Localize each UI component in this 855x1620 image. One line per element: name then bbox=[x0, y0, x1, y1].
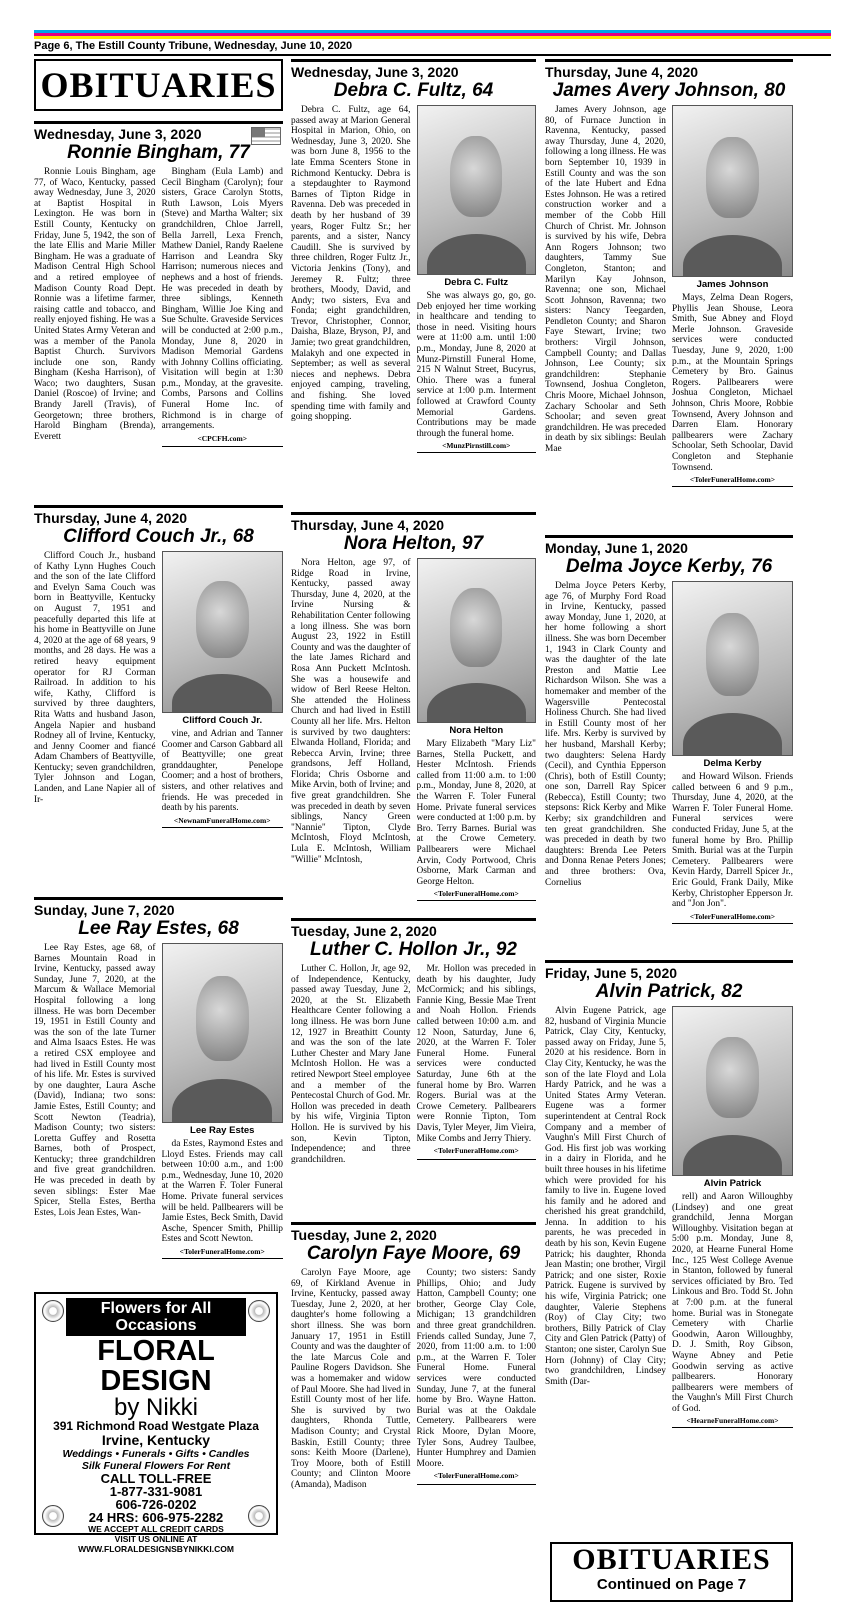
ad-credit-cards: WE ACCEPT ALL CREDIT CARDS bbox=[88, 1524, 224, 1534]
obituary-moore bbox=[291, 1222, 536, 1602]
portrait-photo bbox=[672, 105, 793, 277]
obituary-text-col2: rell) and Aaron Willoughby (Lindsey) and one great grandchild, Jenna Morgan Willoughby. Visitation began at 5:00 p.m. Monday, June 8, 2020, at Hearne Funeral Home Inc., 125 West College Avenue in Stanton, followed by funeral services officiated by Bro. Ted Linkous and Bro. Todd St. John at 7:00 p.m. at the funeral home. Burial was in Stonegate Cemetery with Charlie Goodwin, Aaron Willoughby, D. J. Smith, Roy Gibson, Wayne Abney and Petie Goodwin serving as active pallbearers. Honorary pallbearers were members of the Vaughn's Mill First Church of God. bbox=[672, 1192, 793, 1414]
photo-caption: Lee Ray Estes bbox=[190, 1125, 255, 1136]
obituary-couch bbox=[34, 505, 283, 895]
obituary-text-col1: Clifford Couch Jr., husband of Kathy Lynn Hughes Couch and the son of the late Clifford and Evelyn Sama Couch was born in Beattyville, Kentucky on August 7, 1951 and peacefully departed this life at his home in Beattyville on June 4, 2020 at the age of 68 years, 9 months, and 28 days. He was a retired heavy equipment operator for RJ Corman Railroad. In addition to his wife, Kathy, Clifford is survived by three daughters, Rita Watts and husband Jason, Angela Napier and husband Rodney all of Irvine, Kentucky, and Jenny Coomer and fiancé Adam Chambers of Beattyville, Kentucky; seven grandchildren, Tyler Johnson and Logan, Landen, and Lane Napier all of Ir- bbox=[34, 551, 156, 805]
rose-icon bbox=[248, 1505, 270, 1527]
obituary-patrick bbox=[545, 960, 793, 1535]
american-flag-icon bbox=[251, 127, 281, 145]
photo-caption: Nora Helton bbox=[449, 725, 504, 736]
obituary-bingham bbox=[34, 121, 283, 501]
obituary-name: Luther C. Hollon Jr., 92 bbox=[310, 939, 517, 960]
obituary-date: Thursday, June 4, 2020 bbox=[291, 512, 536, 533]
ad-tollfree-phone: 1-877-331-9081 bbox=[109, 1484, 203, 1499]
obituary-text-col1: Ronnie Louis Bingham, age 77, of Waco, Kentucky, passed away Wednesday, June 3, 2020 at Baptist Hospital in Lexington. He was born in Estill County, Kentucky on Friday, June 5, 1942, the son of the late Ellis and Marie Miller Bingham. He was a graduate of Madison Central High School and a retired employee of Madison County Road Dept. Ronnie was a lifetime farmer, raising cattle and tobacco, and really enjoyed fishing. He was a United States Army Veteran and was a member of the Panola Baptist Church. Survivors include one son, Randy Bingham (Kesha Harrison), of Waco; two daughters, Susan Daniel (Roscoe) of Irvine; and Brandy Jarell (Travis), of Georgetown; three brothers, Harold Bingham (Brenda), Everett bbox=[34, 167, 156, 442]
continued-box bbox=[550, 1542, 793, 1602]
photo-caption: Alvin Patrick bbox=[703, 1178, 762, 1189]
obituary-date: Wednesday, June 3, 2020 bbox=[291, 59, 536, 80]
obituary-name: Carolyn Faye Moore, 69 bbox=[306, 1243, 521, 1264]
obituary-date: Monday, June 1, 2020 bbox=[545, 535, 793, 556]
obituary-hollon bbox=[291, 918, 536, 1216]
obituary-name: James Avery Johnson, 80 bbox=[552, 80, 786, 101]
portrait-photo bbox=[162, 551, 284, 713]
ad-banner: Flowers for All Occasions bbox=[66, 1298, 246, 1336]
obituary-text-col2: Mary Elizabeth "Mary Liz" Barnes, Stella Puckett, and Hester McIntosh. Friends called from 11:00 a.m. to 1:00 p.m., Monday, June 8, 2020, at the Warren F. Toler Funeral Home. Private funeral services were conducted at 1:00 p.m. by Bro. Terry Barnes. Burial was at the Crowe Cemetery. Pallbearers were Michael Arvin, Cody Portwood, Chris Osborne, Mark Carman and George Helton. bbox=[416, 739, 536, 887]
obituary-text-col2: Mr. Hollon was preceded in death by his daughter, Judy McCormick; and his siblings, Fannie King, Bessie Mae Trent and Noah Hollon. Friends called between 10:00 a.m. and 12 Noon, Saturday, June 6, 2020, at the Warren F. Toler Funeral Home. Funeral services were conducted Saturday, June 6th at the funeral home by Bro. Warren Rogers. Burial was at the Crowe Cemetery. Pallbearers were Ronnie Tipton, Tom Davis, Tyler Meyer, Jim Vieira, Mike Combs and Jerry Thiery. <TolerFuneralHome.com> bbox=[417, 964, 537, 1165]
section-masthead: OBITUARIES bbox=[34, 59, 283, 111]
portrait-photo bbox=[672, 581, 793, 756]
obituary-date: Tuesday, June 2, 2020 bbox=[291, 918, 536, 939]
obituary-text-col1: Alvin Eugene Patrick, age 82, husband of Virginia Muncie Patrick, Clay City, Kentucky, passed away on Friday, June 5, 2020 at his residence. Born in Clay City, Kentucky, he was the son of the late Floyd and Lola Hardy Patrick, and he was a United States Army Veteran. Eugene was a former superintendent at Central Rock Company and a member of Vaughn's Mill First Church of God. His first job was working in a dairy in Florida, and he built three houses in his lifetime which were provided for his family to live in. Eugene loved his family and he adored and cherished his great grandchild, Jenna. In addition to his parents, he was preceded in death by his son, Kevin Eugene Patrick; his daughter, Rhonda Jean Mastin; one brother, Virgil Patrick; and one sister, Roxie Patrick. Eugene is survived by his wife, Virginia Patrick; one daughter, Valerie Stephens (Roy) of Clay City; two brothers, Billy Patrick of Clay City and Glen Patrick (Patty) of Stanton; one sister, Carolyn Sue Horn (Johnny) of Clay City; two grandchildren, Lindsey Smith (Dar- bbox=[545, 1006, 666, 1387]
funeral-home-credit: <TolerFuneralHome.com> bbox=[672, 475, 793, 487]
obituary-text-col2: and Howard Wilson. Friends called between 6 and 9 p.m., Thursday, June 4, 2020, at the Warren F. Toler Funeral Home. Funeral services were conducted Friday, June 5, at the funeral home by Bro. Phillip Smith. Burial was at the Turpin Cemetery. Pallbearers were Kevin Hardy, Darrell Spicer Jr., Eric Gould, Frank Daily, Mike Kerby, Christopher Epperson Jr. and "Jon Jon". bbox=[672, 772, 793, 910]
photo-caption: James Johnson bbox=[696, 279, 769, 290]
obituary-text-col2: She was always go, go, go. Deb enjoyed her time working in healthcare and tending to those in need. Visiting hours were at 11:00 a.m. until 1:00 p.m., Monday, June 8, 2020 at Munz-Pirnstill Funeral Home, 215 N Walnut Street, Bucyrus, Ohio. There was a funeral service at 1:00 p.m. Interment followed at Crawford County Memorial Gardens. Contributions may be made through the funeral home. bbox=[416, 291, 536, 439]
obituary-estes bbox=[34, 897, 283, 1287]
funeral-home-credit: <CPCFH.com> bbox=[162, 434, 284, 448]
obituary-name: Nora Helton, 97 bbox=[343, 533, 484, 554]
photo-caption: Delma Kerby bbox=[703, 758, 762, 769]
photo-caption: Clifford Couch Jr. bbox=[182, 715, 263, 726]
obituary-name: Lee Ray Estes, 68 bbox=[78, 918, 239, 939]
ad-services: Weddings • Funerals • Gifts • Candles bbox=[62, 1448, 250, 1460]
registration-bar-yellow bbox=[34, 36, 831, 39]
obituary-date: Sunday, June 7, 2020 bbox=[34, 897, 283, 918]
obituary-text-col2: County; two sisters: Sandy Phillips, Ohio; and Judy Hatton, Campbell County; one brother, George Clay Cole, Michigan; 13 grandchildren and three great grandchildren. Friends called Sunday, June 7, 2020, from 11:00 a.m. to 1:00 p.m., at the Warren F. Toler Funeral Home. Funeral services were conducted Sunday, June 7, at the funeral home by Bro. Wayne Hatton. Burial was at the Oakdale Cemetery. Pallbearers were Rick Moore, Dylan Moore, Tyler Sons, Audrey Taulbee, Hunter Humphrey and Damien Moore. <TolerFuneralHome.com> bbox=[417, 1268, 537, 1490]
continued-note: Continued on Page 7 bbox=[596, 1576, 747, 1593]
ad-rental: Silk Funeral Flowers For Rent bbox=[81, 1460, 231, 1472]
obituary-date: Thursday, June 4, 2020 bbox=[545, 59, 793, 80]
obituary-kerby bbox=[545, 535, 793, 953]
funeral-home-credit: <TolerFuneralHome.com> bbox=[417, 1146, 537, 1160]
funeral-home-credit: <TolerFuneralHome.com> bbox=[162, 1247, 284, 1259]
obituary-text-col2: Mays, Zelma Dean Rogers, Phyllis Jean Shouse, Leora Smith, Sue Abney and Floyd Merle Johnson. Graveside services were conducted Tuesday, June 9, 2020, 1:00 p.m., at the Mountain Springs Cemetery by Bro. Gainus Rogers. Pallbearers were Joshua Congleton, Michael Johnson, Chris Moore, Robbie Townsend, Avery Johnson and Darren Elam. Honorary pallbearers were Zachary Schoolar, Seth Schoolar, David Congleton and Stephanie Townsend. bbox=[672, 293, 793, 473]
obituary-name: Alvin Patrick, 82 bbox=[595, 981, 743, 1002]
continued-title: OBITUARIES bbox=[572, 1543, 771, 1576]
funeral-home-credit: <HearneFuneralHome.com> bbox=[672, 1416, 793, 1428]
funeral-home-credit: <TolerFuneralHome.com> bbox=[672, 912, 793, 924]
obituary-text-col1: James Avery Johnson, age 80, of Furnace Junction in Ravenna, Kentucky, passed away Thursday, June 4, 2020, following a long illness. He was born September 10, 1939 in Estill County and was the son of the late Hubert and Edna Estes Johnson. He was a retired construction worker and a member of the Cobb Hill Church of Christ. Mr. Johnson is survived by his wife, Debra Ann Rogers Johnson; two daughters, Tammy Sue Congleton, Stanton; and Marilyn Kay Johnson, Ravenna; one son, Michael Scott Johnson, Ravenna; two sisters: Nancy Teegarden, Pendleton County; and Sharon Faye Stewart, Irvine; two brothers: Virgil Johnson, Campbell County; and Dallas Johnson, Lee County; six grandchildren: Stephanie Townsend, Joshua Congleton, Chris Moore, Michael Johnson, Zachary Schoolar and Seth Schoolar; and seven great grandchildren. He was preceded in death by six siblings: Beulah Mae bbox=[545, 105, 666, 454]
obituary-fultz bbox=[291, 59, 536, 505]
obituary-johnson bbox=[545, 59, 793, 529]
funeral-home-credit: <NewnamFuneralHome.com> bbox=[162, 816, 284, 828]
obituary-name: Debra C. Fultz, 64 bbox=[333, 80, 494, 101]
ad-business-byline: by Nikki bbox=[113, 1394, 198, 1421]
portrait-photo bbox=[672, 1006, 793, 1176]
ad-website: WWW.FLORALDESIGNSBYNIKKI.COM bbox=[78, 1544, 234, 1554]
funeral-home-credit: <MunzPirnstill.com> bbox=[417, 441, 537, 453]
obituary-text-col1: Carolyn Faye Moore, age 69, of Kirkland Avenue in Irvine, Kentucky, passed away Tuesday, June 2, 2020, at her daughter's home following a short illness. She was born January 17, 1951 in Estill County and was the daughter of the late Marcus Cole and Pauline Rogers Davidson. She was a homemaker and widow of Paul Moore. She had lived in Estill County most of her life. She is survived by two daughters, Rhonda Tuttle, Madison County; and Crystal Baskin, Estill County; three sons: Keith Moore (Darlene), Troy Moore, both of Estill County; and Clinton Moore (Amanda), Madison bbox=[291, 1268, 411, 1490]
obituary-text-col2: Bingham (Eula Lamb) and Cecil Bingham (Carolyn); four sisters, Grace Carolyn Stotts, Ruth Lawson, Lois Myers (Steve) and Martha Walter; six grandchildren, Chloe Jarrell, Bella Jarrell, Lexa French, Mathew Daniel, Randy Raelene Harrison and Leandra Sky Harrison; numerous nieces and nephews and a host of friends. He was preceded in death by three siblings, Kenneth Bingham, Willie Joe King and Sue Schulte. Graveside Services will be conducted at 2:00 p.m., Monday, June 8, 2020 in Madison Memorial Gardens with Johnny Collins officiating. Visitation will begin at 1:30 p.m., Monday, at the gravesite. Combs, Parsons and Collins Funeral Home Inc. of Richmond is in charge of arrangements. <CPCFH.com> bbox=[162, 167, 284, 447]
obituary-date: Tuesday, June 2, 2020 bbox=[291, 1222, 536, 1243]
obituary-date: Friday, June 5, 2020 bbox=[545, 960, 793, 981]
obituary-name: Ronnie Bingham, 77 bbox=[67, 142, 250, 163]
ad-business-name: FLORAL DESIGN bbox=[97, 1335, 215, 1397]
obituary-helton bbox=[291, 512, 536, 912]
ad-24hr-phone: 24 HRS: 606-975-2282 bbox=[88, 1510, 224, 1525]
floral-design-advertisement bbox=[34, 1292, 278, 1554]
obituary-text-col2: da Estes, Raymond Estes and Lloyd Estes. Friends may call between 10:00 a.m., and 1:00 p.m., Wednesday, June 10, 2020 at the Warren F. Toler Funeral Home. Private funeral services will be held. Pallbearers will be Jamie Estes, Beck Smith, David Asche, Spencer Smith, Phillip Estes and Scott Newton. bbox=[161, 1139, 283, 1245]
obituary-date: Wednesday, June 3, 2020 bbox=[34, 121, 283, 142]
ad-city: Irvine, Kentucky bbox=[101, 1432, 211, 1448]
obituary-text-col1: Luther C. Hollon, Jr, age 92, of Independence, Kentucky, passed away Tuesday, June 2, 2020, at the St. Elizabeth Healthcare Center following a long illness. He was born June 12, 1927 in Breathitt County and was the son of the late Luther Chester and Mary Jane McIntosh Hollon. He was a retired Newport Steel employee and a member of the Pentecostal Church of God. Mr. Hollon was preceded in death by his wife, Virginia Tipton Hollon. He is survived by his son, Kevin Tipton, Independence; and three grandchildren. bbox=[291, 964, 411, 1165]
ad-address: 391 Richmond Road Westgate Plaza bbox=[53, 1419, 259, 1433]
obituary-text-col1: Nora Helton, age 97, of Ridge Road in Irvine, Kentucky, passed away Thursday, June 4, 2020, at the Irvine Nursing & Rehabilitation Center following a long illness. She was born August 23, 1922 in Estill County and was the daughter of the late James Richard and Rosa Ann Puckett McIntosh. She was a housewife and widow of Berl Reese Helton. She attended the Holiness Church and had lived in Estill County all her life. Mrs. Helton is survived by two daughters: Elwanda Holland, Florida; and Rebecca Arvin, Irvine; three grandsons, Jeff Holland, Florida; Chris Osborne and Mike Arvin, both of Irvine; and five great grandchildren. She was preceded in death by seven siblings, Nancy Green "Nannie" Tipton, Clyde McIntosh, Floyd McIntosh, Lula E. McIntosh, William "Willie" McIntosh, bbox=[291, 558, 411, 865]
page-folio: Page 6, The Estill County Tribune, Wednesday, June 10, 2020 bbox=[34, 40, 831, 56]
funeral-home-credit: <TolerFuneralHome.com> bbox=[417, 1471, 537, 1485]
obituary-date: Thursday, June 4, 2020 bbox=[34, 505, 283, 526]
obituary-text-col2: vine, and Adrian and Tanner Coomer and Carson Gabbard all of Beattyville; one great granddaughter, Penelope Coomer; and a host of brothers, sisters, and other relatives and friends. He was preceded in death by his parents. bbox=[161, 729, 283, 814]
rose-icon bbox=[42, 1505, 64, 1527]
ad-local-phone: 606-726-0202 bbox=[115, 1497, 197, 1512]
ad-tollfree-label: CALL TOLL-FREE bbox=[100, 1471, 212, 1486]
rose-icon bbox=[248, 1300, 270, 1322]
portrait-photo bbox=[162, 943, 284, 1123]
photo-caption: Debra C. Fultz bbox=[444, 277, 509, 288]
obituary-name: Delma Joyce Kerby, 76 bbox=[565, 556, 773, 577]
obituary-text-col1: Lee Ray Estes, age 68, of Barnes Mountain Road in Irvine, Kentucky, passed away Sunday, June 7, 2020, at the Marcum & Wallace Memorial Hospital following a long illness. He was born December 19, 1951 in Estill County and was the son of the late Turner and Alma Isaacs Estes. He was a retired CSX employee and had lived in Estill County most of his life. Mr. Estes is survived by one daughter, Laura Asche (David), Indiana; two sons: Jamie Estes, Estill County; and Scott Newton (Teadria), Madison County; two sisters: Loretta Guffey and Rosetta Barnes, both of Prospect, Kentucky; three grandchildren and five great grandchildren. He was preceded in death by seven siblings: Ester Mae Spicer, Stella Estes, Bertha Estes, Lois Jean Estes, Wan- bbox=[34, 943, 156, 1218]
portrait-photo bbox=[417, 558, 537, 723]
obituary-text-col1: Debra C. Fultz, age 64, passed away at Marion General Hospital in Marion, Ohio, on Wednesday, June 3, 2020. She was born June 8, 1956 to the late Emma Scenters Stone in Richmond Kentucky. Debra is a stepdaughter to Raymond Barnes of Tipton Ridge in Ravenna. Deb was preceded in death by her husband of 39 years, Roger Fultz Sr.; her parents, and a sister, Nancy Caudill. She is survived by three children, Roger Fultz Jr., Victoria Jenkins (Tony), and Jeremey R. Fultz; three brothers, Moody, David, and Andy; two sisters, Eva and Fonda; eight grandchildren, Trevor, Christopher, Connor, Daisha, Blaze, Bryson, PJ, and Jamie; two great grandchildren, Malakyh and one expected in September; as well as several nieces and nephews. Debra enjoyed camping, traveling, and fishing. She loved spending time with family and going shopping. bbox=[291, 105, 411, 423]
portrait-photo bbox=[417, 105, 537, 275]
ad-visit-label: VISIT US ONLINE AT bbox=[114, 1534, 198, 1544]
obituary-name: Clifford Couch Jr., 68 bbox=[63, 526, 254, 547]
rose-icon bbox=[42, 1300, 64, 1322]
funeral-home-credit: <TolerFuneralHome.com> bbox=[417, 889, 537, 901]
obituary-text-col1: Delma Joyce Peters Kerby, age 76, of Murphy Ford Road in Irvine, Kentucky, passed away Monday, June 1, 2020, at her home following a short illness. She was born December 1, 1943 in Clark County and was the daughter of the late Preston and Mattie Lee Richardson Wilson. She was a homemaker and member of the Wagersville Pentecostal Holiness Church. She had lived in Estill County most of her life. Mrs. Kerby is survived by her husband, Marshall Kerby; two daughters: Selena Hardy (Cecil), and Cynthia Epperson (Chris), both of Estill County; one son, Darrell Ray Spicer (Rebecca), Estill County; two stepsons: Rick Kerby and Mike Kerby; six grandchildren and ten great grandchildren. She was preceded in death by two daughters: Brenda Lee Peters and Donna Renae Peters Jones; and three brothers: Ova, Cornelius bbox=[545, 581, 666, 888]
